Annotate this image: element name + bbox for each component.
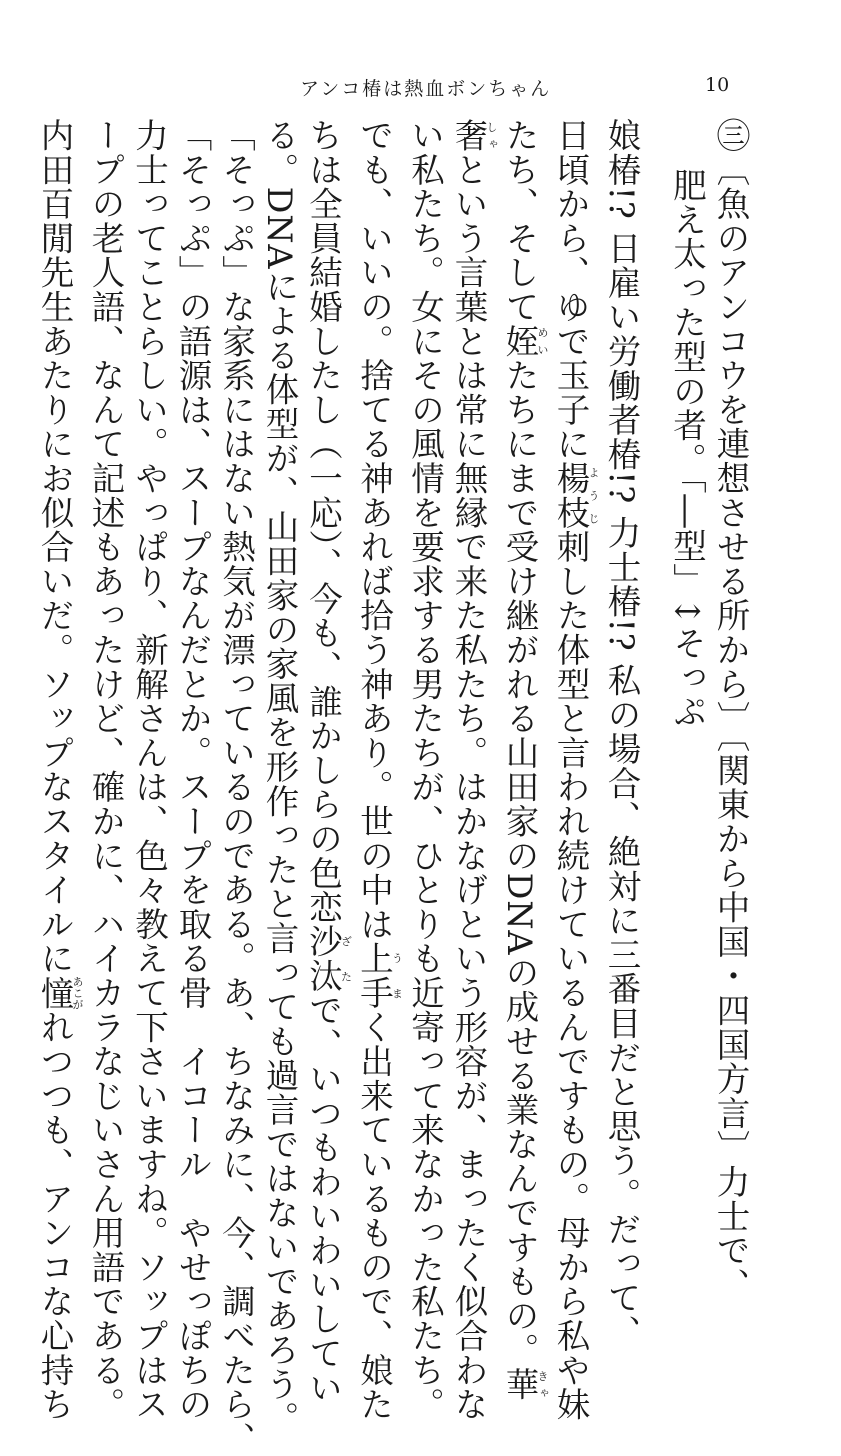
ruby-uma: 上手うま <box>354 941 404 1010</box>
body-line-1: 娘椿!? 日雇い労働者椿!? 力士椿!? 私の場合、絶対に三番目だと思う。だって、 <box>602 118 641 1350</box>
dictionary-note-line-1: ㊂〔魚のアンコウを連想させる所から〕〔関東から中国・四国方言〕力士で、 <box>711 118 750 1302</box>
ruby-kya: 華きゃ <box>500 1367 549 1402</box>
body-line-7: ちは全員結婚したし（一応）、今も、誰かしらの色恋沙汰ざたで、いつもわいわいしてい <box>303 118 353 1405</box>
page-number: 10 <box>705 74 730 96</box>
running-head <box>0 74 841 102</box>
body-line-3: たち、そして姪めいたちにまで受け継がれる山田家のDNAの成せる業なんですもの。華きゃ <box>500 118 549 1402</box>
running-title: アンコ椿は熱血ボンちゃん <box>300 78 552 100</box>
body-line-6: でも、いいの。捨てる神あれば拾う神あり。世の中は上手うまく出来ているもので、娘た <box>354 118 404 1422</box>
body-line-11: 力士ってことらしい。やっぱり、新解さんは、色々教えて下さいますね。ソップはス <box>129 118 169 1422</box>
ruby-sha: 奢しゃ <box>449 118 498 153</box>
body-line-4: 奢しゃという言葉とは常に無縁で来た私たち。はかなげという形容が、まったく似合わな <box>449 118 498 1422</box>
ruby-mei: 姪めい <box>500 323 549 359</box>
body-line-12: ープの老人語、なんて記述もあったけど、確かに、ハイカラなじいさん用語である。 <box>86 118 125 1422</box>
ruby-zata: 沙汰ざた <box>303 924 353 994</box>
body-line-10: 「そっぷ」の語源は、スープなんだとか。スープを取る骨 イコール やせっぽちの <box>173 118 212 1422</box>
body-line-13: 内田百閒先生あたりにお似合いだ。ソップなスタイルに憧あこがれつつも、アンコな心持ち <box>35 118 84 1422</box>
body-line-8: る。DNAによる体型が、山田家の家風を形作ったと言っても過言ではないであろう。 <box>260 118 299 1436</box>
ruby-akoga: 憧あこが <box>35 975 84 1010</box>
body-line-5: い私たち。女にその風情を要求する男たちが、ひとりも近寄って来なかった私たち。 <box>405 118 445 1422</box>
ruby-yoji: 楊枝ようじ <box>551 461 600 530</box>
vertical-text-block <box>35 118 752 1456</box>
body-line-9: 「そっぷ」な家系にはない熱気が漂っているのである。あ、ちなみに、今、調べたら、 <box>216 118 256 1456</box>
body-line-2: 日頃から、ゆで玉子に楊枝ようじ刺した体型と言われ続けているんですもの。母から私や妹 <box>551 118 600 1422</box>
dictionary-note-line-2: 肥え太った型の者。「―型」↕そっぷ <box>667 168 707 729</box>
